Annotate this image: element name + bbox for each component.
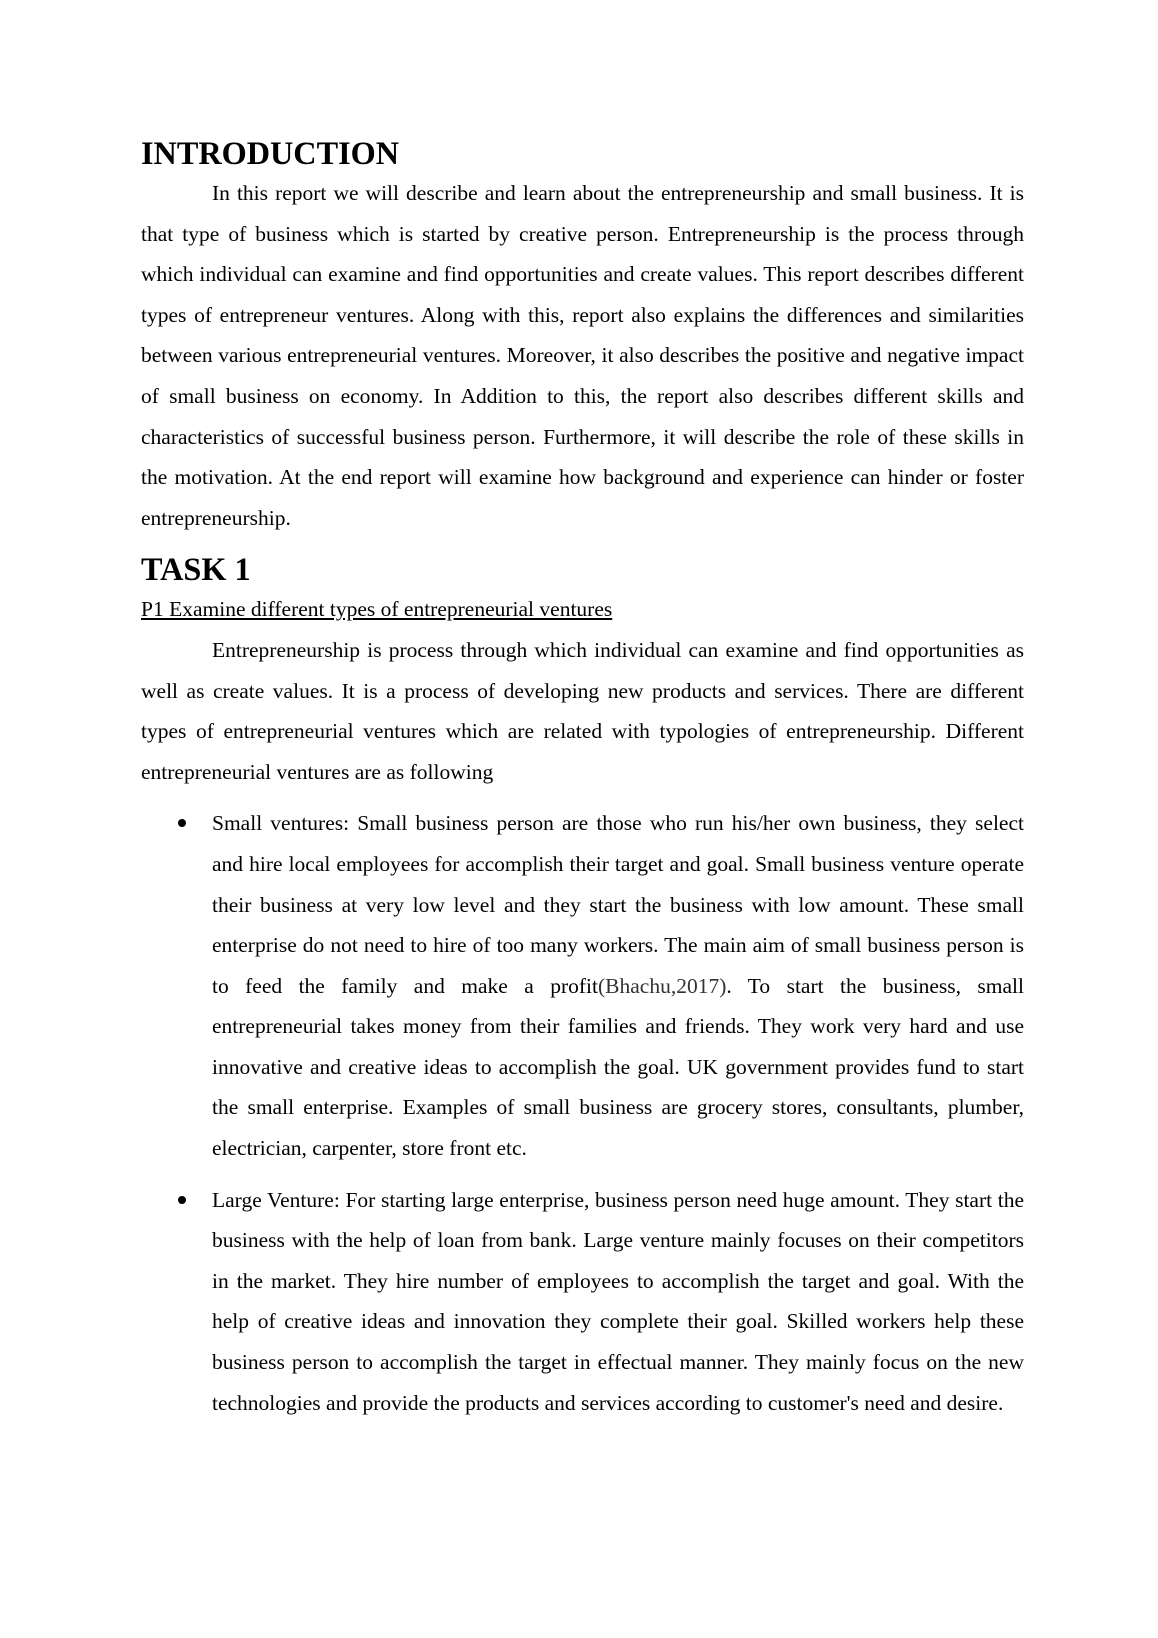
document-page [141, 133, 1024, 1434]
bullet-icon [178, 1196, 186, 1204]
introduction-heading: INTRODUCTION [141, 135, 400, 171]
task1-heading: TASK 1 [141, 551, 251, 588]
introduction-paragraph: In this report we will describe and learn about the entrepreneurship and small business. It is that type of business which is started by creative person. Entrepreneurship is the process through which individual can examine and find opportunities and create values. This report describes different types of entrepreneur ventures. Along with this, report also explains the differences and similarities between various entrepreneurial ventures. Moreover, it also describes the positive and negative impact of small business on economy. In Addition to this, the report also describes different skills and characteristics of successful business person. Furthermore, it will describe the role of these skills in the motivation. At the end report will examine how background and experience can hinder or foster entrepreneurship. [141, 181, 1024, 530]
task1-subheading: P1 Examine different types of entrepreneurial ventures [141, 597, 613, 622]
list-item-small-ventures [141, 803, 1024, 1168]
bullet-text: Small ventures: Small business person are those who run his/her own business, they select and hire local employees for accomplish their target and goal. Small business venture operate their business at very low level and they start the business with low amount. These small enterprise do not need to hire of too many workers. The main aim of small business person is to feed the family and make a profit [212, 811, 1024, 998]
ventures-list [141, 803, 1024, 1423]
citation: (Bhachu,2017) [598, 973, 727, 998]
bullet-icon [178, 819, 186, 827]
list-item-large-venture [141, 1180, 1024, 1424]
bullet-text: Large Venture: For starting large enterprise, business person need huge amount. They start the business with the help of loan from bank. Large venture mainly focuses on their competitors in the market. They hire number of employees to accomplish the target and goal. With the help of creative ideas and innovation they complete their goal. Skilled workers help these business person to accomplish the target in effectual manner. They mainly focus on the new technologies and provide the products and services according to customer's need and desire. [212, 1187, 1024, 1415]
task1-paragraph: Entrepreneurship is process through which individual can examine and find opportunities as well as create values. It is a process of developing new products and services. There are different types of entrepreneurial ventures which are related with typologies of entrepreneurship. Different entrepreneurial ventures are as following [141, 637, 1024, 784]
bullet-text-continued: . To start the business, small entrepreneurial takes money from their families and friends. They work very hard and use innovative and creative ideas to accomplish the goal. UK government provides fund to start the small enterprise. Examples of small business are grocery stores, consultants, plumber, electrician, carpenter, store front etc. [212, 973, 1024, 1161]
